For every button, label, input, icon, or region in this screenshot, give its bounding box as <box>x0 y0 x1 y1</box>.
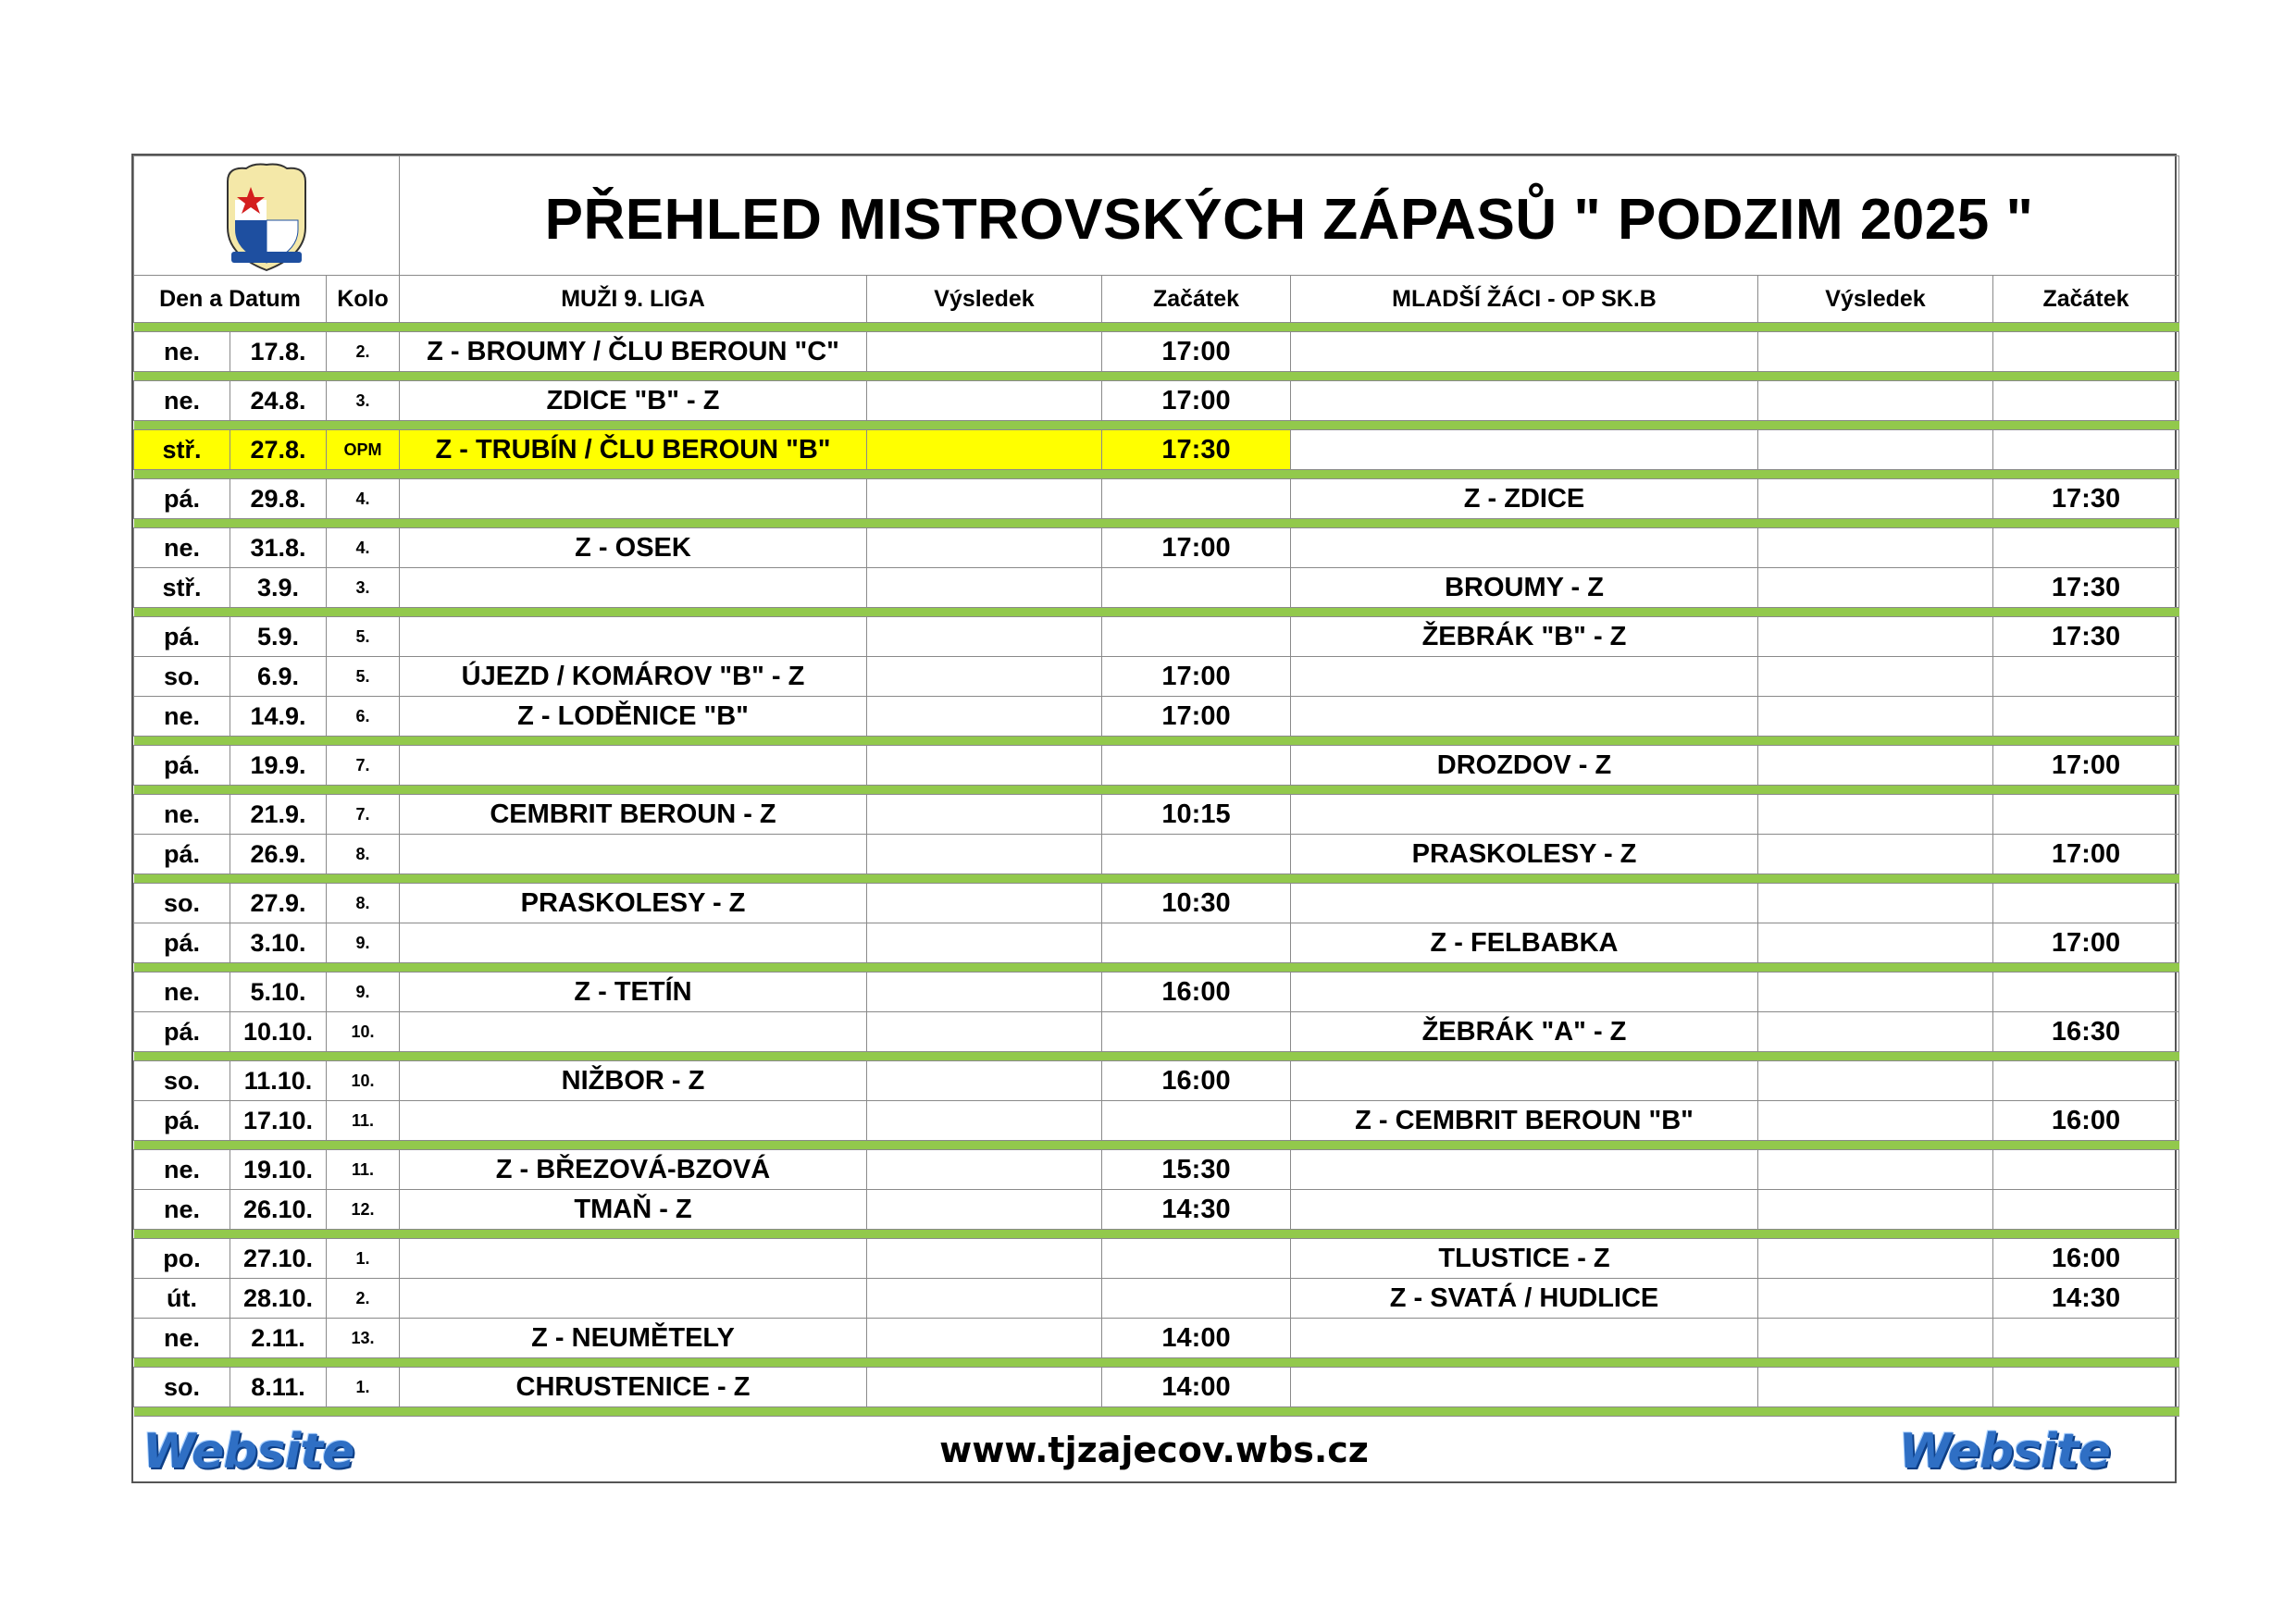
row-men-match <box>400 1012 867 1052</box>
row-men-start: 17:00 <box>1102 381 1291 421</box>
row-men-match: ÚJEZD / KOMÁROV "B" - Z <box>400 657 867 697</box>
row-youth-start <box>1993 528 2179 568</box>
separator-bar <box>134 323 2179 332</box>
row-day: pá. <box>134 617 230 657</box>
row-date: 17.10. <box>230 1101 327 1141</box>
row-separator <box>134 1230 2179 1239</box>
table-row <box>134 568 2179 608</box>
row-day: pá. <box>134 923 230 963</box>
row-youth-match: Z - ZDICE <box>1291 479 1758 519</box>
row-men-match: NIŽBOR - Z <box>400 1061 867 1101</box>
row-day: út. <box>134 1279 230 1319</box>
row-date: 6.9. <box>230 657 327 697</box>
row-day: ne. <box>134 1319 230 1358</box>
row-men-result <box>867 1239 1102 1279</box>
row-date: 21.9. <box>230 795 327 835</box>
row-round: 7. <box>327 746 400 786</box>
row-youth-start <box>1993 430 2179 470</box>
row-youth-match <box>1291 381 1758 421</box>
row-day: ne. <box>134 795 230 835</box>
separator-bar <box>134 608 2179 617</box>
table-row <box>134 923 2179 963</box>
row-men-match: Z - OSEK <box>400 528 867 568</box>
row-separator <box>134 1052 2179 1061</box>
table-row <box>134 332 2179 372</box>
row-youth-start: 17:30 <box>1993 479 2179 519</box>
row-men-match <box>400 1239 867 1279</box>
row-men-match: PRASKOLESY - Z <box>400 884 867 923</box>
row-youth-match <box>1291 528 1758 568</box>
row-date: 2.11. <box>230 1319 327 1358</box>
row-day: ne. <box>134 332 230 372</box>
row-day: po. <box>134 1239 230 1279</box>
row-men-result <box>867 617 1102 657</box>
row-men-match <box>400 617 867 657</box>
row-youth-match <box>1291 332 1758 372</box>
row-youth-match <box>1291 430 1758 470</box>
row-men-match <box>400 568 867 608</box>
row-day: pá. <box>134 479 230 519</box>
row-men-result <box>867 697 1102 737</box>
separator-bar <box>134 1052 2179 1061</box>
row-men-result <box>867 1101 1102 1141</box>
row-separator <box>134 519 2179 528</box>
row-men-start <box>1102 1279 1291 1319</box>
row-men-start: 16:00 <box>1102 973 1291 1012</box>
row-date: 8.11. <box>230 1368 327 1407</box>
row-youth-match: Z - FELBABKA <box>1291 923 1758 963</box>
row-round: 8. <box>327 884 400 923</box>
row-separator <box>134 421 2179 430</box>
row-date: 26.9. <box>230 835 327 874</box>
row-round: 8. <box>327 835 400 874</box>
row-youth-result <box>1758 528 1993 568</box>
row-youth-start <box>1993 1368 2179 1407</box>
column-header-row <box>134 276 2179 323</box>
row-round: 1. <box>327 1368 400 1407</box>
row-date: 31.8. <box>230 528 327 568</box>
row-day: pá. <box>134 746 230 786</box>
table-row <box>134 1368 2179 1407</box>
row-youth-result <box>1758 568 1993 608</box>
row-youth-start <box>1993 973 2179 1012</box>
row-youth-result <box>1758 1150 1993 1190</box>
schedule-table <box>133 155 2179 1417</box>
row-youth-result <box>1758 1319 1993 1358</box>
row-men-match <box>400 923 867 963</box>
table-row <box>134 1239 2179 1279</box>
row-youth-match: BROUMY - Z <box>1291 568 1758 608</box>
row-youth-match: Z - CEMBRIT BEROUN "B" <box>1291 1101 1758 1141</box>
col-men: MUŽI 9. LIGA <box>400 276 867 323</box>
row-youth-start: 17:00 <box>1993 746 2179 786</box>
row-day: pá. <box>134 1101 230 1141</box>
row-youth-start: 16:00 <box>1993 1101 2179 1141</box>
row-youth-result <box>1758 657 1993 697</box>
separator-bar <box>134 1358 2179 1368</box>
row-day: so. <box>134 1368 230 1407</box>
row-round: 5. <box>327 657 400 697</box>
row-youth-start <box>1993 1150 2179 1190</box>
table-row <box>134 973 2179 1012</box>
row-youth-match <box>1291 697 1758 737</box>
col-date: Den a Datum <box>134 276 327 323</box>
row-round: 9. <box>327 973 400 1012</box>
row-men-result <box>867 657 1102 697</box>
row-round: 12. <box>327 1190 400 1230</box>
row-youth-result <box>1758 1279 1993 1319</box>
row-youth-match <box>1291 884 1758 923</box>
row-date: 3.10. <box>230 923 327 963</box>
row-day: pá. <box>134 835 230 874</box>
separator-bar <box>134 470 2179 479</box>
row-men-match: CEMBRIT BEROUN - Z <box>400 795 867 835</box>
row-men-result <box>867 884 1102 923</box>
row-day: so. <box>134 1061 230 1101</box>
row-youth-match <box>1291 1150 1758 1190</box>
row-men-result <box>867 1319 1102 1358</box>
row-youth-match <box>1291 1368 1758 1407</box>
row-youth-start: 17:30 <box>1993 617 2179 657</box>
row-day: ne. <box>134 381 230 421</box>
table-row <box>134 884 2179 923</box>
row-separator <box>134 963 2179 973</box>
separator-bar <box>134 372 2179 381</box>
table-row <box>134 1150 2179 1190</box>
schedule-sheet <box>131 154 2177 1483</box>
row-youth-result <box>1758 835 1993 874</box>
row-youth-start: 17:30 <box>1993 568 2179 608</box>
row-men-start <box>1102 568 1291 608</box>
row-youth-result <box>1758 1012 1993 1052</box>
row-youth-result <box>1758 746 1993 786</box>
row-date: 19.9. <box>230 746 327 786</box>
row-day: stř. <box>134 430 230 470</box>
row-date: 27.9. <box>230 884 327 923</box>
row-separator <box>134 1407 2179 1417</box>
row-men-start: 17:00 <box>1102 528 1291 568</box>
row-men-result <box>867 1279 1102 1319</box>
row-youth-result <box>1758 430 1993 470</box>
row-men-result <box>867 795 1102 835</box>
footer-url[interactable]: www.tjzajecov.wbs.cz <box>939 1430 1369 1470</box>
table-row <box>134 479 2179 519</box>
table-row <box>134 1012 2179 1052</box>
col-round: Kolo <box>327 276 400 323</box>
row-youth-result <box>1758 1239 1993 1279</box>
table-row <box>134 1061 2179 1101</box>
separator-bar <box>134 519 2179 528</box>
row-youth-match: PRASKOLESY - Z <box>1291 835 1758 874</box>
row-youth-result <box>1758 884 1993 923</box>
row-men-result <box>867 479 1102 519</box>
row-round: 9. <box>327 923 400 963</box>
row-men-start: 14:00 <box>1102 1368 1291 1407</box>
row-date: 10.10. <box>230 1012 327 1052</box>
table-row <box>134 617 2179 657</box>
row-date: 26.10. <box>230 1190 327 1230</box>
row-round: 11. <box>327 1101 400 1141</box>
col-youth: MLADŠÍ ŽÁCI - OP SK.B <box>1291 276 1758 323</box>
table-row <box>134 381 2179 421</box>
row-day: stř. <box>134 568 230 608</box>
row-round: 7. <box>327 795 400 835</box>
row-men-result <box>867 1150 1102 1190</box>
separator-bar <box>134 737 2179 746</box>
row-men-match: Z - TRUBÍN / ČLU BEROUN "B" <box>400 430 867 470</box>
row-round: 3. <box>327 381 400 421</box>
table-row <box>134 835 2179 874</box>
row-youth-result <box>1758 381 1993 421</box>
row-youth-start <box>1993 1190 2179 1230</box>
row-men-start: 16:00 <box>1102 1061 1291 1101</box>
row-youth-start <box>1993 381 2179 421</box>
row-men-match <box>400 746 867 786</box>
row-youth-match: Z - SVATÁ / HUDLICE <box>1291 1279 1758 1319</box>
row-youth-match: TLUSTICE - Z <box>1291 1239 1758 1279</box>
row-round: 10. <box>327 1012 400 1052</box>
row-youth-match: DROZDOV - Z <box>1291 746 1758 786</box>
row-men-result <box>867 430 1102 470</box>
row-separator <box>134 1358 2179 1368</box>
table-row <box>134 795 2179 835</box>
row-youth-result <box>1758 332 1993 372</box>
row-separator <box>134 323 2179 332</box>
row-men-match: Z - BŘEZOVÁ-BZOVÁ <box>400 1150 867 1190</box>
row-men-start: 17:00 <box>1102 697 1291 737</box>
row-men-result <box>867 1368 1102 1407</box>
row-round: 2. <box>327 1279 400 1319</box>
table-row <box>134 657 2179 697</box>
row-round: 1. <box>327 1239 400 1279</box>
row-youth-result <box>1758 923 1993 963</box>
row-youth-result <box>1758 1368 1993 1407</box>
club-crest-cell <box>134 156 400 276</box>
row-men-result <box>867 746 1102 786</box>
row-men-result <box>867 973 1102 1012</box>
row-date: 29.8. <box>230 479 327 519</box>
row-round: 4. <box>327 528 400 568</box>
table-row <box>134 528 2179 568</box>
website-logo-left: Website <box>143 1424 354 1480</box>
row-men-start: 14:00 <box>1102 1319 1291 1358</box>
row-youth-start <box>1993 332 2179 372</box>
row-separator <box>134 470 2179 479</box>
row-men-match <box>400 479 867 519</box>
row-youth-start: 17:00 <box>1993 835 2179 874</box>
row-men-start <box>1102 835 1291 874</box>
row-separator <box>134 786 2179 795</box>
row-men-start: 17:00 <box>1102 657 1291 697</box>
separator-bar <box>134 786 2179 795</box>
row-round: 4. <box>327 479 400 519</box>
separator-bar <box>134 963 2179 973</box>
row-date: 14.9. <box>230 697 327 737</box>
row-men-start: 15:30 <box>1102 1150 1291 1190</box>
row-men-match: CHRUSTENICE - Z <box>400 1368 867 1407</box>
row-date: 24.8. <box>230 381 327 421</box>
row-men-result <box>867 835 1102 874</box>
page-title: PŘEHLED MISTROVSKÝCH ZÁPASŮ " PODZIM 2025 " <box>400 156 2179 276</box>
row-date: 17.8. <box>230 332 327 372</box>
row-men-result <box>867 923 1102 963</box>
row-men-result <box>867 1190 1102 1230</box>
row-separator <box>134 874 2179 884</box>
row-youth-result <box>1758 1190 1993 1230</box>
row-separator <box>134 608 2179 617</box>
row-day: ne. <box>134 1150 230 1190</box>
row-men-start <box>1102 923 1291 963</box>
row-youth-start: 14:30 <box>1993 1279 2179 1319</box>
row-youth-result <box>1758 617 1993 657</box>
row-men-match: Z - TETÍN <box>400 973 867 1012</box>
row-men-match: Z - NEUMĚTELY <box>400 1319 867 1358</box>
row-date: 5.10. <box>230 973 327 1012</box>
row-men-start: 17:00 <box>1102 332 1291 372</box>
row-men-start: 14:30 <box>1102 1190 1291 1230</box>
row-date: 19.10. <box>230 1150 327 1190</box>
website-logo-right: Website <box>1898 1424 2110 1480</box>
row-youth-start <box>1993 697 2179 737</box>
row-youth-result <box>1758 697 1993 737</box>
row-youth-start <box>1993 1061 2179 1101</box>
row-round: 11. <box>327 1150 400 1190</box>
row-men-result <box>867 381 1102 421</box>
row-men-start <box>1102 1239 1291 1279</box>
row-round: 2. <box>327 332 400 372</box>
row-separator <box>134 737 2179 746</box>
row-youth-result <box>1758 973 1993 1012</box>
row-men-match: TMAŇ - Z <box>400 1190 867 1230</box>
table-row <box>134 1319 2179 1358</box>
row-youth-match <box>1291 1190 1758 1230</box>
col-youth-start: Začátek <box>1993 276 2179 323</box>
row-youth-match <box>1291 973 1758 1012</box>
row-day: so. <box>134 657 230 697</box>
row-youth-result <box>1758 1101 1993 1141</box>
row-youth-start: 16:30 <box>1993 1012 2179 1052</box>
row-men-start: 17:30 <box>1102 430 1291 470</box>
separator-bar <box>134 874 2179 884</box>
row-round: 6. <box>327 697 400 737</box>
row-separator <box>134 372 2179 381</box>
row-round: 3. <box>327 568 400 608</box>
row-men-start <box>1102 1101 1291 1141</box>
row-youth-match: ŽEBRÁK "B" - Z <box>1291 617 1758 657</box>
row-youth-start <box>1993 884 2179 923</box>
row-day: ne. <box>134 1190 230 1230</box>
row-round: 10. <box>327 1061 400 1101</box>
row-men-match <box>400 1101 867 1141</box>
row-date: 11.10. <box>230 1061 327 1101</box>
row-youth-result <box>1758 479 1993 519</box>
row-youth-start <box>1993 795 2179 835</box>
separator-bar <box>134 1407 2179 1417</box>
row-date: 27.8. <box>230 430 327 470</box>
col-men-result: Výsledek <box>867 276 1102 323</box>
row-men-match <box>400 835 867 874</box>
row-youth-match <box>1291 795 1758 835</box>
row-youth-start: 17:00 <box>1993 923 2179 963</box>
table-row <box>134 1279 2179 1319</box>
row-day: ne. <box>134 528 230 568</box>
row-youth-match: ŽEBRÁK "A" - Z <box>1291 1012 1758 1052</box>
table-row <box>134 430 2179 470</box>
row-day: ne. <box>134 697 230 737</box>
table-row <box>134 746 2179 786</box>
row-youth-result <box>1758 1061 1993 1101</box>
footer <box>133 1417 2175 1481</box>
row-date: 27.10. <box>230 1239 327 1279</box>
row-youth-result <box>1758 795 1993 835</box>
separator-bar <box>134 421 2179 430</box>
row-men-start <box>1102 746 1291 786</box>
row-youth-start: 16:00 <box>1993 1239 2179 1279</box>
row-men-result <box>867 1012 1102 1052</box>
row-day: ne. <box>134 973 230 1012</box>
row-round: 5. <box>327 617 400 657</box>
row-men-start <box>1102 1012 1291 1052</box>
row-youth-match <box>1291 657 1758 697</box>
row-round: 13. <box>327 1319 400 1358</box>
club-crest-icon <box>218 163 315 272</box>
separator-bar <box>134 1141 2179 1150</box>
row-men-result <box>867 1061 1102 1101</box>
row-men-match: ZDICE "B" - Z <box>400 381 867 421</box>
row-day: so. <box>134 884 230 923</box>
row-youth-start <box>1993 657 2179 697</box>
row-men-start <box>1102 617 1291 657</box>
table-row <box>134 697 2179 737</box>
row-men-start: 10:15 <box>1102 795 1291 835</box>
row-separator <box>134 1141 2179 1150</box>
separator-bar <box>134 1230 2179 1239</box>
row-men-match <box>400 1279 867 1319</box>
row-men-match: Z - BROUMY / ČLU BEROUN "C" <box>400 332 867 372</box>
table-row <box>134 1190 2179 1230</box>
row-men-result <box>867 568 1102 608</box>
row-youth-match <box>1291 1061 1758 1101</box>
row-men-result <box>867 332 1102 372</box>
row-men-result <box>867 528 1102 568</box>
row-men-start <box>1102 479 1291 519</box>
row-youth-match <box>1291 1319 1758 1358</box>
row-date: 3.9. <box>230 568 327 608</box>
row-men-match: Z - LODĚNICE "B" <box>400 697 867 737</box>
row-date: 5.9. <box>230 617 327 657</box>
row-date: 28.10. <box>230 1279 327 1319</box>
row-day: pá. <box>134 1012 230 1052</box>
row-round: OPM <box>327 430 400 470</box>
row-men-start: 10:30 <box>1102 884 1291 923</box>
col-youth-result: Výsledek <box>1758 276 1993 323</box>
header-row <box>134 156 2179 276</box>
col-men-start: Začátek <box>1102 276 1291 323</box>
row-youth-start <box>1993 1319 2179 1358</box>
table-row <box>134 1101 2179 1141</box>
